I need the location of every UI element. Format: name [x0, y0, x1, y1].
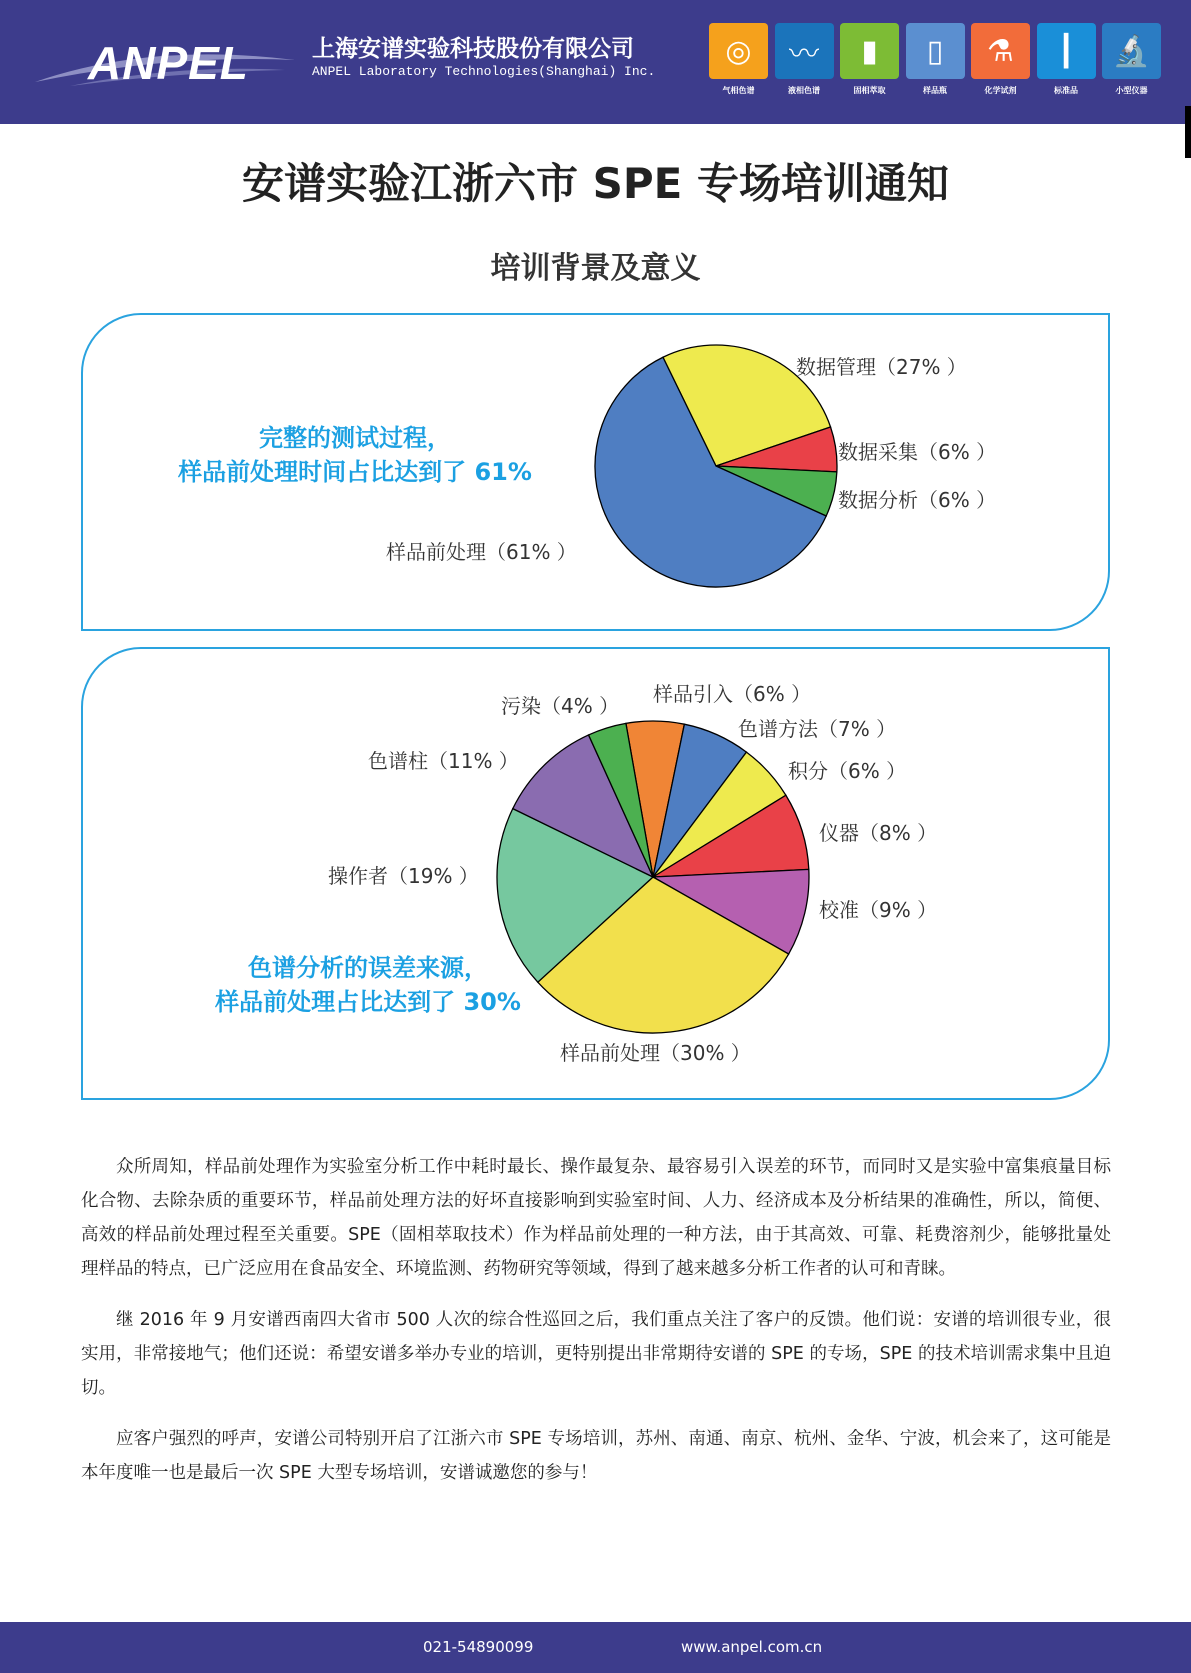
category-label: 固相萃取	[853, 86, 886, 95]
paragraph-intro: 众所周知，样品前处理作为实验室分析工作中耗时最长、操作最复杂、最容易引入误差的环节，而同时又是实验中富集痕量目标化合物、去除杂质的重要环节，样品前处理方法的好坏直接影响到实验室时间、人力、经济成本及分析结果的准确性，所以，简便、高效的样品前处理过程至关重要。SPE（固相萃取技术）作为样品前处理的一种方法，由于其高效、可靠、耗费溶剂少，能够批量处理样品的特点，已广泛应用在食品安全、环境监测、药物研究等领域，得到了越来越多分析工作者的认可和青睐。	[81, 1157, 1111, 1279]
company-name-cn: 上海安谱实验科技股份有限公司	[312, 36, 634, 62]
callout-line-1: 色谱分析的误差来源，	[248, 954, 488, 982]
pie-label: 校准（9% ）	[819, 898, 938, 922]
category-label: 标准品	[1054, 86, 1078, 95]
page-title: 安谱实验江浙六市 SPE 专场培训通知	[242, 159, 949, 208]
lc-chromatogram-icon: 〰	[775, 23, 834, 79]
category-tile[interactable]	[1102, 23, 1161, 96]
category-label: 气相色谱	[722, 86, 755, 95]
pie-label: 数据分析（6% ）	[838, 488, 997, 512]
pie-panel-test-process	[81, 313, 1110, 631]
paragraph-invitation: 应客户强烈的呼声，安谱公司特别开启了江浙六市 SPE 专场培训，苏州、南通、南京、杭州、金华、宁波，机会来了，这可能是本年度唯一也是最后一次 SPE 大型专场培训，安谱诚邀您的参与！	[81, 1429, 1111, 1483]
pie-panel-error-sources	[81, 647, 1110, 1100]
callout-line-1: 完整的测试过程，	[259, 424, 451, 452]
pie-label: 样品前处理（30% ）	[560, 1041, 751, 1065]
category-label: 液相色谱	[788, 86, 820, 95]
pie-label: 污染（4% ）	[501, 694, 620, 718]
microscope-icon: 🔬	[1102, 23, 1161, 79]
pie-label: 积分（6% ）	[788, 759, 907, 783]
category-label: 小型仪器	[1115, 86, 1148, 95]
paragraph-feedback: 继 2016 年 9 月安谱西南四大省市 500 人次的综合性巡回之后，我们重点关注了客户的反馈。他们说：安谱的培训很专业，很实用，非常接地气；他们还说：希望安谱多举办专业的培训，更特别提出非常期待安谱的 SPE 的专场，SPE 的技术培训需求集中且迫切。	[81, 1310, 1111, 1398]
spe-cartridge-icon: ▮	[840, 23, 899, 79]
footer-website[interactable]: www.anpel.com.cn	[681, 1638, 823, 1656]
callout-line-2: 样品前处理时间占比达到了 61%	[178, 458, 532, 486]
category-tile[interactable]	[709, 23, 768, 96]
category-tile[interactable]	[1037, 23, 1096, 96]
header-banner	[0, 0, 1191, 124]
pie-label: 色谱方法（7% ）	[738, 717, 897, 741]
callout-error-sources	[183, 951, 553, 1019]
footer-phone: 021-54890099	[423, 1638, 534, 1656]
pie-label: 数据管理（27% ）	[796, 355, 967, 379]
callout-test-process	[145, 421, 565, 489]
pie-label: 数据采集（6% ）	[838, 440, 997, 464]
pie-chart-error-sources	[83, 649, 1108, 1098]
pie-label: 操作者（19% ）	[328, 864, 479, 888]
body-text	[81, 1150, 1111, 1490]
gc-column-icon: ◎	[709, 23, 768, 79]
reagent-bottle-icon: ⚗	[971, 23, 1030, 79]
ampoule-icon: ┃	[1037, 23, 1096, 79]
pie-label: 样品引入（6% ）	[653, 682, 812, 706]
category-tile[interactable]	[840, 23, 899, 96]
section-title: 培训背景及意义	[490, 251, 701, 286]
pie-label: 仪器（8% ）	[819, 821, 938, 845]
logo-text: ANPEL	[88, 37, 249, 89]
pie-label: 样品前处理（61% ）	[386, 540, 577, 564]
category-tile[interactable]	[906, 23, 965, 96]
category-tile[interactable]	[775, 23, 834, 96]
pie-label: 色谱柱（11% ）	[368, 749, 519, 773]
category-label: 化学试剂	[984, 86, 1017, 95]
category-tile[interactable]	[971, 23, 1030, 96]
callout-line-2: 样品前处理占比达到了 30%	[215, 988, 521, 1016]
footer-bar	[0, 1622, 1191, 1673]
sample-vial-icon: ▯	[906, 23, 965, 79]
category-label: 样品瓶	[923, 86, 947, 95]
company-name-en: ANPEL Laboratory Technologies(Shanghai) Inc.	[312, 64, 656, 79]
